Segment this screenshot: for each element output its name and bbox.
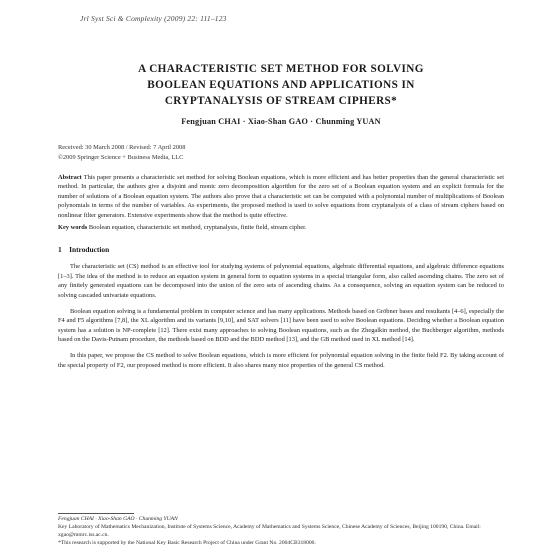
- section-number: 1: [58, 245, 62, 255]
- footnote-divider: [58, 513, 134, 514]
- footnotes: [58, 515, 504, 547]
- author-list: Fengjuan CHAI · Xiao-Shan GAO · Chunming YUAN: [181, 117, 381, 126]
- abstract: [58, 173, 504, 220]
- abstract-label: Abstract: [58, 174, 82, 181]
- abstract-text: This paper presents a characteristic set method for solving Boolean equations, which is more efficient and has better properties than the general characteristic set method. In particular, the authors give a disjoint and monic zero decomposition algorithm for the zero set of a Boolean equation system and an explicit formula for the number of solutions of a Boolean equation system. The authors also prove that a characteristic set can be computed with a polynomial number of multiplications of Boolean polynomials in terms of the number of variables. As experiments, the proposed method is used to solve equations from cryptanalysis of a class of stream ciphers based on nonlinear filter generators. Extensive experiments show that the method is quite effective.: [58, 174, 504, 219]
- footnote-funding: *This research is supported by the National Key Basic Research Project of China under Grant No. 2004CB318000.: [58, 540, 316, 546]
- paragraph-1: The characteristic set (CS) method is an effective tool for studying systems of polynomial equations, algebraic differential equations, and algebraic difference equations [1–3]. The idea of the method is to reduce an equation system in general form to equation systems in a special triangular form, also called ascending chains. The zero set of any finitely generated equations can be decomposed into the union of the zero sets of ascending chains. As a consequence, solving an equation system can be reduced to solving cascaded univariate equations.: [58, 263, 504, 299]
- footnote-affiliation: Key Laboratory of Mathematics Mechanization, Institute of Systems Science, Academy of Mathematics and Systems Science, Chinese Academy of Sciences, Beijing 100190, China. Email: xgao@mmrc.iss.ac.cn.: [58, 524, 481, 538]
- keywords-text: Boolean equation, characteristic set method, cryptanalysis, finite field, stream cipher.: [88, 224, 307, 232]
- running-head: Jrl Syst Sci & Complexity (2009) 22: 111–123: [80, 14, 227, 23]
- paper-title: [58, 61, 504, 109]
- copyright-line: ©2009 Springer Science + Business Media, LLC: [58, 154, 184, 161]
- publication-dates: [58, 143, 504, 163]
- section-heading: [58, 245, 504, 254]
- title-line-1: A CHARACTERISTIC SET METHOD FOR SOLVING: [138, 63, 424, 75]
- paragraph-3: In this paper, we propose the CS method to solve Boolean equations, which is more efficient for polynomial equation solving in the finite field F2. By taking account of the special property of F2, our proposed method is more efficient. It also shares many nice properties of the general CS method.: [58, 352, 504, 369]
- keywords: [58, 223, 504, 232]
- title-line-3: CRYPTANALYSIS OF STREAM CIPHERS*: [164, 95, 398, 107]
- keywords-label: Key words: [58, 224, 88, 232]
- title-line-2: BOOLEAN EQUATIONS AND APPLICATIONS IN: [147, 79, 415, 91]
- section-title: Introduction: [69, 245, 110, 255]
- footnote-authors: Fengjuan CHAI · Xiao-Shan GAO · Chunming YUAN: [58, 516, 178, 522]
- received-date: Received: 30 March 2008 / Revised: 7 April 2008: [58, 144, 186, 151]
- paragraph-2: Boolean equation solving is a fundamental problem in computer science and has many applications. Methods based on Gröbner bases and resultants [4–6], especially the F4 and F5 algorithms [7,8], the XL algorithm and its variants [9,10], and SAT solvers [11] have been used to solve Boolean equations. Deciding whether a Boolean equation system has a solution is NP-complete [12]. There exist many approaches to solving Boolean equations, such as the Zhegalkin method, the Buchberger algorithm, methods based on the Davis-Putnam procedure, the methods based on BDD and the BDD method [13], and the GB method used in XL method [14].: [58, 307, 504, 344]
